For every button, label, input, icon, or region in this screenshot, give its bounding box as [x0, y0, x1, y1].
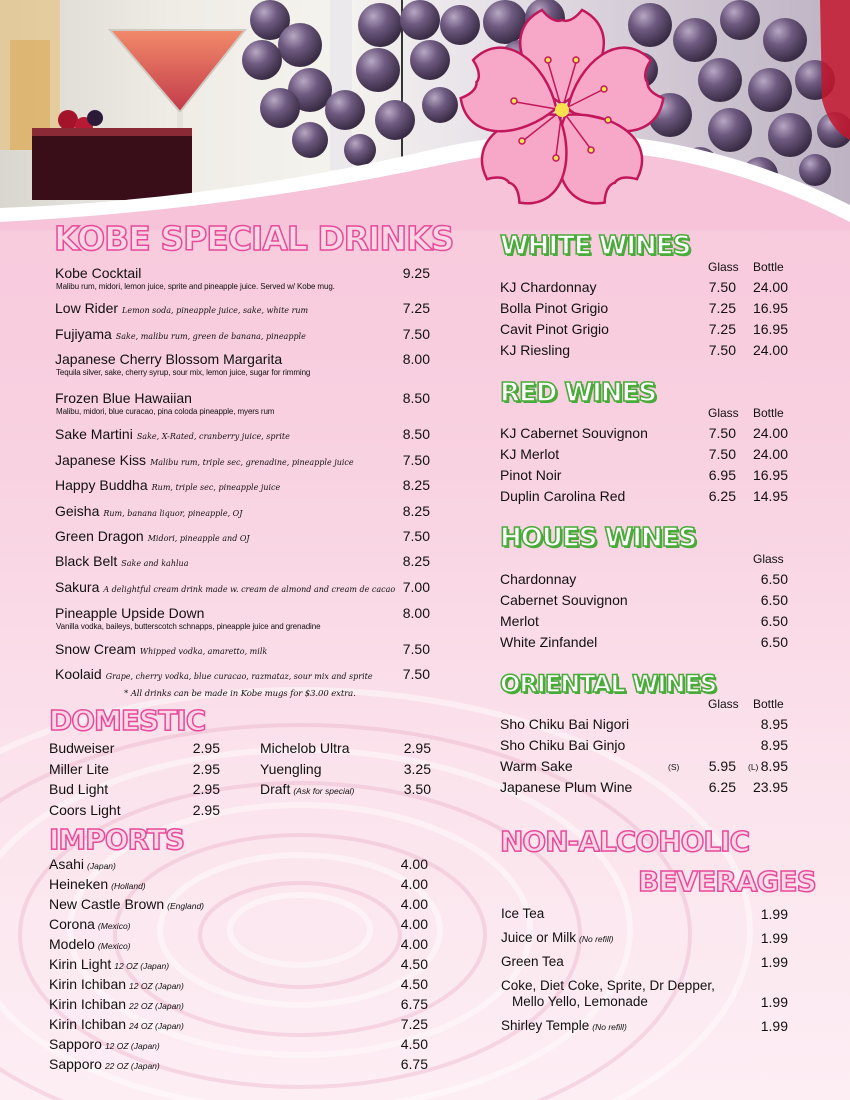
- wine-glass-price: 7.50: [708, 446, 736, 462]
- wine-bottle-price: 24.00: [752, 342, 788, 358]
- kobe-item-row: [55, 553, 188, 569]
- beverage-name: Green Tea: [501, 954, 564, 969]
- kobe-item-price: 7.50: [402, 666, 430, 682]
- import-beer-name: New Castle Brown: [49, 896, 165, 912]
- beverage-name: Shirley Temple: [501, 1018, 590, 1033]
- import-beer-row: [49, 936, 131, 952]
- kobe-item-desc: Lemon soda, pineapple juice, sake, white rum: [122, 306, 309, 315]
- import-beer-origin: 12 OZ (Japan): [114, 961, 170, 971]
- kobe-item-name: Japanese Cherry Blossom Margarita: [55, 351, 283, 367]
- import-beer-origin: (Mexico): [97, 941, 131, 951]
- kobe-item-name: Sakura: [55, 579, 100, 595]
- import-beer-origin: 12 OZ (Japan): [104, 1041, 160, 1051]
- wine-name: KJ Merlot: [500, 446, 560, 462]
- import-beer-name: Sapporo: [49, 1036, 102, 1052]
- wine-name: KJ Chardonnay: [500, 279, 597, 295]
- import-beer-row: [49, 916, 131, 932]
- kobe-item-row: [55, 605, 204, 621]
- wine-glass-price: 5.95: [708, 758, 736, 774]
- kobe-item-desc: A delightful cream drink made w. cream de almond and cream de cacao: [103, 585, 396, 594]
- kobe-item-name: Happy Buddha: [55, 477, 148, 493]
- wine-glass-price: 6.95: [708, 467, 736, 483]
- kobe-item-price: 8.25: [402, 477, 430, 493]
- domestic-beer-price: 2.95: [403, 740, 431, 756]
- wine-glass-price: 6.50: [760, 613, 788, 629]
- kobe-item-price: 7.50: [402, 641, 430, 657]
- import-beer-row: [49, 876, 146, 892]
- import-beer-origin: (Japan): [87, 861, 116, 871]
- beverage-row: [501, 978, 715, 993]
- wine-glass-price: 7.50: [708, 279, 736, 295]
- domestic-title: DOMESTIC: [49, 704, 206, 737]
- kobe-item-desc: Rum, triple sec, pineapple juice: [151, 483, 281, 492]
- kobe-item-name: Black Belt: [55, 553, 118, 569]
- header-illustration: [0, 0, 850, 230]
- import-beer-row: [49, 896, 204, 912]
- wine-name: KJ Cabernet Souvignon: [500, 425, 648, 441]
- wine-bottle-price: 24.00: [752, 425, 788, 441]
- domestic-beer-name: Bud Light: [49, 781, 109, 797]
- beverage-note: (No refill): [579, 934, 614, 944]
- white-bottle-header: Bottle: [753, 260, 784, 274]
- kobe-item-price: 8.25: [402, 503, 430, 519]
- kobe-item-ingredients: Malibu rum, midori, lemon juice, sprite and pineapple juice. Served w/ Kobe mug.: [56, 282, 335, 291]
- import-beer-row: [49, 956, 169, 972]
- non-alcoholic-title: NON-ALCOHOLIC: [500, 825, 750, 858]
- wine-name: KJ Riesling: [500, 342, 571, 358]
- kobe-item-row: [55, 452, 354, 468]
- wine-name: Warm Sake: [500, 758, 573, 774]
- kobe-item-name: Snow Cream: [55, 641, 136, 657]
- white-wines-title: WHITE WINES: [500, 231, 691, 261]
- import-beer-price: 4.00: [400, 876, 428, 892]
- kobe-item-price: 8.00: [402, 605, 430, 621]
- import-beer-row: [49, 1016, 184, 1032]
- wine-name: Bolla Pinot Grigio: [500, 300, 609, 316]
- kobe-item-price: 7.50: [402, 326, 430, 342]
- wine-bottle-price: 8.95: [760, 737, 788, 753]
- kobe-item-price: 8.50: [402, 390, 430, 406]
- beverage-name: Ice Tea: [501, 906, 545, 921]
- red-glass-header: Glass: [708, 406, 739, 420]
- kobe-item-name: Japanese Kiss: [55, 452, 147, 468]
- beverage-note: (No refill): [592, 1022, 627, 1032]
- beverage-row: [501, 906, 544, 921]
- kobe-item-desc: Sake and kahlua: [121, 559, 189, 568]
- kobe-item-row: [55, 477, 280, 493]
- kobe-item-name: Pineapple Upside Down: [55, 605, 205, 621]
- kobe-item-name: Low Rider: [55, 300, 119, 316]
- wine-glass-price: 7.25: [708, 321, 736, 337]
- wine-glass-price: 7.50: [708, 342, 736, 358]
- wine-name: Chardonnay: [500, 571, 577, 587]
- kobe-item-row: [55, 300, 308, 316]
- kobe-item-ingredients: Vanilla vodka, baileys, butterscotch schnapps, pineapple juice and grenadine: [56, 622, 321, 631]
- import-beer-price: 4.00: [400, 856, 428, 872]
- wine-glass-price: 6.50: [760, 634, 788, 650]
- import-beer-row: [49, 996, 184, 1012]
- wine-glass-price: 6.25: [708, 488, 736, 504]
- imports-title: IMPORTS: [49, 823, 185, 856]
- kobe-item-row: [55, 265, 141, 281]
- wine-glass-price: 7.25: [708, 300, 736, 316]
- kobe-mug-note: * All drinks can be made in Kobe mugs for $3.00 extra.: [124, 689, 356, 699]
- beverage-name: Juice or Milk: [501, 930, 577, 945]
- kobe-item-name: Frozen Blue Hawaiian: [55, 390, 192, 406]
- import-beer-name: Asahi: [49, 856, 85, 872]
- domestic-beer-price: 2.95: [192, 740, 220, 756]
- wine-name: Japanese Plum Wine: [500, 779, 633, 795]
- wine-name: Cavit Pinot Grigio: [500, 321, 609, 337]
- kobe-item-ingredients: Malibu, midori, blue curacao, pina coloda pineapple, myers rum: [56, 407, 275, 416]
- kobe-item-desc: Malibu rum, triple sec, grenadine, pineapple juice: [150, 458, 354, 467]
- import-beer-price: 4.00: [400, 896, 428, 912]
- wine-bottle-price: 23.95: [752, 779, 788, 795]
- beverage-price: 1.99: [760, 994, 788, 1010]
- import-beer-name: Kirin Ichiban: [49, 976, 127, 992]
- kobe-item-price: 8.00: [402, 351, 430, 367]
- kobe-item-desc: Grape, cherry vodka, blue curacao, razmataz, sour mix and sprite: [105, 672, 373, 681]
- domestic-beer-price: 3.50: [403, 781, 431, 797]
- wine-bottle-price: 16.95: [752, 300, 788, 316]
- kobe-item-desc: Sake, malibu rum, green de banana, pineapple: [115, 332, 306, 341]
- kobe-item-row: [55, 390, 192, 406]
- beverage-row: [501, 930, 614, 945]
- import-beer-price: 4.50: [400, 956, 428, 972]
- domestic-beer-name: Yuengling: [260, 760, 322, 777]
- import-beer-price: 6.75: [400, 996, 428, 1012]
- red-bottle-header: Bottle: [753, 406, 784, 420]
- wine-bottle-size-tag: (L): [748, 762, 759, 772]
- kobe-specials-title: KOBE SPECIAL DRINKS: [54, 219, 454, 258]
- wine-bottle-price: 14.95: [752, 488, 788, 504]
- import-beer-origin: 24 OZ (Japan): [129, 1021, 184, 1031]
- kobe-item-desc: Sake, X-Rated, cranberry juice, sprite: [136, 432, 290, 441]
- wine-name: White Zinfandel: [500, 634, 598, 650]
- kobe-item-name: Green Dragon: [55, 528, 144, 544]
- import-beer-origin: 22 OZ (Japan): [129, 1001, 184, 1011]
- wine-glass-price: 6.50: [760, 592, 788, 608]
- beverage-price: 1.99: [760, 1018, 788, 1034]
- wine-glass-price: 6.25: [708, 779, 736, 795]
- beverage-row: [501, 954, 564, 969]
- import-beer-row: [49, 1056, 160, 1072]
- import-beer-price: 4.50: [400, 976, 428, 992]
- domestic-beer-price: 3.25: [403, 760, 431, 777]
- domestic-beer-note: (Ask for special): [293, 786, 355, 796]
- domestic-beer-name: Michelob Ultra: [260, 740, 350, 756]
- kobe-item-name: Kobe Cocktail: [55, 265, 142, 281]
- wine-name: Sho Chiku Bai Nigori: [500, 716, 630, 732]
- wine-name: Merlot: [500, 613, 539, 629]
- domestic-beer-name: Miller Lite: [49, 760, 109, 777]
- domestic-beer-row: [260, 761, 322, 777]
- white-glass-header: Glass: [708, 260, 739, 274]
- kobe-item-price: 8.25: [402, 553, 430, 569]
- kobe-item-price: 7.50: [402, 452, 430, 468]
- domestic-beer-row: [260, 781, 354, 797]
- wine-name: Sho Chiku Bai Ginjo: [500, 737, 626, 753]
- import-beer-name: Kirin Ichiban: [49, 996, 127, 1012]
- domestic-beer-price: 2.95: [192, 760, 220, 777]
- domestic-beer-name: Draft: [260, 781, 291, 797]
- kobe-item-name: Sake Martini: [55, 426, 133, 442]
- import-beer-origin: 12 OZ (Japan): [129, 981, 184, 991]
- import-beer-row: [49, 856, 116, 872]
- import-beer-price: 4.50: [400, 1036, 428, 1052]
- import-beer-price: 6.75: [400, 1056, 428, 1072]
- house-wines-title: HOUES WINES: [500, 523, 697, 553]
- import-beer-name: Sapporo: [49, 1056, 102, 1072]
- import-beer-price: 4.00: [400, 916, 428, 932]
- kobe-item-row: [55, 528, 250, 544]
- kobe-item-price: 7.00: [402, 579, 430, 595]
- import-beer-origin: (Holland): [111, 881, 146, 891]
- kobe-item-name: Fujiyama: [55, 326, 112, 342]
- beverage-price: 1.99: [760, 954, 788, 970]
- domestic-beer-name: Coors Light: [49, 801, 121, 818]
- wine-bottle-price: 16.95: [752, 467, 788, 483]
- domestic-beer-name: Budweiser: [49, 740, 115, 756]
- import-beer-name: Kirin Ichiban: [49, 1016, 127, 1032]
- kobe-item-price: 7.50: [402, 528, 430, 544]
- kobe-item-row: [55, 326, 306, 342]
- kobe-item-price: 8.50: [402, 426, 430, 442]
- oriental-bottle-header: Bottle: [753, 697, 784, 711]
- import-beer-name: Corona: [49, 916, 95, 932]
- kobe-item-desc: Whipped vodka, amaretto, milk: [139, 647, 268, 656]
- wine-bottle-price: 16.95: [752, 321, 788, 337]
- beverages-title: BEVERAGES: [638, 865, 816, 898]
- kobe-item-row: [55, 351, 282, 367]
- import-beer-price: 4.00: [400, 936, 428, 952]
- domestic-beer-row: [260, 740, 349, 756]
- oriental-glass-header: Glass: [708, 697, 739, 711]
- import-beer-origin: (Mexico): [97, 921, 131, 931]
- header-photo: [0, 0, 850, 230]
- kobe-item-name: Koolaid: [55, 666, 102, 682]
- import-beer-origin: (England): [167, 901, 205, 911]
- kobe-item-price: 9.25: [402, 265, 430, 281]
- import-beer-name: Kirin Light: [49, 956, 112, 972]
- import-beer-row: [49, 1036, 160, 1052]
- kobe-item-row: [55, 666, 373, 682]
- import-beer-name: Modelo: [49, 936, 95, 952]
- wine-glass-size-tag: (S): [668, 762, 680, 772]
- wine-bottle-price: 8.95: [760, 758, 788, 774]
- wine-bottle-price: 8.95: [760, 716, 788, 732]
- kobe-item-price: 7.25: [402, 300, 430, 316]
- import-beer-name: Heineken: [49, 876, 109, 892]
- kobe-item-row: [55, 641, 267, 657]
- wine-bottle-price: 24.00: [752, 279, 788, 295]
- kobe-item-desc: Midori, pineapple and OJ: [147, 534, 250, 543]
- kobe-item-name: Geisha: [55, 503, 100, 519]
- kobe-item-row: [55, 579, 395, 595]
- wine-glass-price: 7.50: [708, 425, 736, 441]
- kobe-item-row: [55, 426, 290, 442]
- beverage-price: 1.99: [760, 906, 788, 922]
- domestic-beer-price: 2.95: [192, 801, 220, 818]
- import-beer-row: [49, 976, 184, 992]
- oriental-wines-title: ORIENTAL WINES: [500, 670, 717, 698]
- beverage-row: [501, 1018, 627, 1033]
- wine-name: Duplin Carolina Red: [500, 488, 626, 504]
- domestic-beer-price: 2.95: [192, 781, 220, 797]
- wine-glass-price: 6.50: [760, 571, 788, 587]
- beverage-price: 1.99: [760, 930, 788, 946]
- kobe-item-desc: Rum, banana liquor, pineapple, OJ: [103, 509, 243, 518]
- house-glass-header: Glass: [753, 552, 784, 566]
- red-wines-title: RED WINES: [500, 378, 657, 408]
- wine-name: Cabernet Souvignon: [500, 592, 628, 608]
- beverage-name-line2: Mello Yello, Lemonade: [512, 994, 648, 1009]
- kobe-item-row: [55, 503, 242, 519]
- wine-name: Pinot Noir: [500, 467, 562, 483]
- import-beer-origin: 22 OZ (Japan): [104, 1061, 160, 1071]
- kobe-item-ingredients: Tequila silver, sake, cherry syrup, sour mix, lemon juice, sugar for rimming: [56, 368, 311, 377]
- wine-bottle-price: 24.00: [752, 446, 788, 462]
- beverage-name: Coke, Diet Coke, Sprite, Dr Depper,: [501, 978, 715, 993]
- import-beer-price: 7.25: [400, 1016, 428, 1032]
